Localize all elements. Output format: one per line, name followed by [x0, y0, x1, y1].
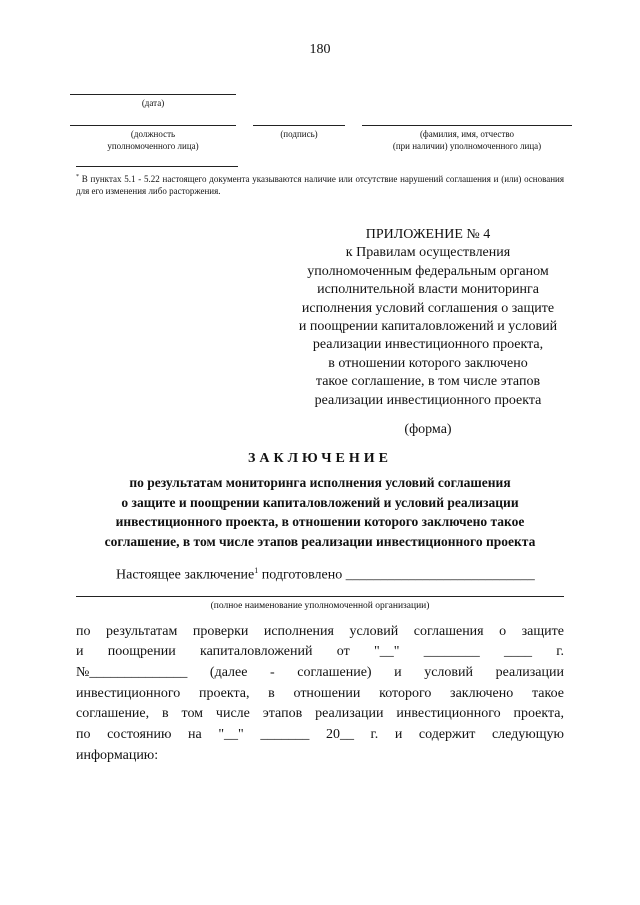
word: соглашение, [76, 706, 150, 721]
appendix-line: к Правилам осуществления [345, 245, 511, 261]
word: г. [556, 644, 564, 659]
prepared-blank: подготовлено ___________________________ [258, 567, 535, 583]
word: и [394, 665, 402, 680]
body-line-5 [76, 706, 564, 722]
word: о [499, 624, 507, 639]
word: инвестиционного [396, 706, 501, 721]
word: этапов [262, 706, 303, 721]
appendix-block [280, 226, 576, 410]
body-line-3 [76, 665, 564, 681]
word: г. [370, 727, 379, 742]
word: проверки [192, 624, 249, 639]
word: проекта, [513, 706, 564, 721]
word: в [162, 706, 169, 721]
word: реализации [495, 665, 564, 680]
word: от [336, 644, 350, 659]
word: содержит [418, 727, 476, 742]
word: №______________ [76, 665, 188, 680]
word: - [270, 665, 275, 680]
word: поощрении [107, 644, 176, 659]
organization-line [76, 596, 564, 597]
word: условий [349, 624, 399, 639]
subtitle-line: соглашение, в том числе этапов реализации инвестиционного проекта [104, 533, 536, 549]
footnote-marker: * [76, 174, 79, 180]
name-line [362, 125, 572, 126]
word: результатам [105, 624, 178, 639]
word: "__" [218, 727, 244, 742]
position-label-2: уполномоченного лица) [107, 141, 199, 151]
word: инвестиционного [76, 686, 181, 701]
footnote [76, 171, 564, 197]
footnote-separator [76, 166, 238, 167]
word: соглашения [413, 624, 484, 639]
word: условий [424, 665, 473, 680]
body-line-1 [76, 624, 564, 640]
word: "__" [374, 644, 400, 659]
date-line [70, 94, 236, 95]
prepared-text: Настоящее заключение [116, 567, 255, 583]
appendix-line: такое соглашение, в том числе этапов [315, 374, 541, 390]
body-line-7 [76, 748, 564, 764]
appendix-line: в отношении которого заключено [328, 355, 528, 371]
form-label: (форма) [404, 422, 452, 437]
word: том [181, 706, 204, 721]
prepared-line [116, 566, 535, 584]
appendix-line: ПРИЛОЖЕНИЕ № 4 [365, 227, 491, 242]
word: такое [531, 686, 564, 701]
word: состоянию [107, 727, 172, 742]
word: отношении [293, 686, 361, 701]
signature-label: (подпись) [280, 129, 318, 139]
word: и [76, 644, 84, 659]
word: по [76, 727, 91, 742]
word: капиталовложений [200, 644, 313, 659]
word: (далее [209, 665, 248, 680]
word: заключено [450, 686, 514, 701]
body-line-4 [76, 686, 564, 702]
word: в [268, 686, 275, 701]
footnote-ref: 1 [254, 566, 259, 575]
word: 20__ [325, 727, 354, 742]
word: числе [215, 706, 250, 721]
word: которого [379, 686, 432, 701]
name-label-1: (фамилия, имя, отчество [419, 129, 515, 139]
body-line-2 [76, 644, 564, 660]
word: исполнения [263, 624, 334, 639]
appendix-line: уполномоченным федеральным органом [307, 263, 549, 279]
word: по [76, 624, 91, 639]
word: проекта, [198, 686, 250, 701]
word: ________ [423, 644, 480, 659]
word: и [394, 727, 403, 742]
word: на [188, 727, 202, 742]
date-label: (дата) [141, 98, 165, 108]
word: реализации [315, 706, 384, 721]
appendix-line: реализации инвестиционного проекта [314, 392, 542, 408]
appendix-line: исполнительной власти мониторинга [317, 282, 539, 298]
document-subtitle [0, 473, 640, 551]
organization-caption: (полное наименование уполномоченной организации) [210, 601, 430, 611]
position-line [70, 125, 236, 126]
body-line-6 [76, 727, 564, 743]
appendix-line: реализации инвестиционного проекта, [312, 337, 544, 353]
word: следующую [491, 727, 564, 742]
word: _______ [260, 727, 310, 742]
document-title: ЗАКЛЮЧЕНИЕ [247, 451, 393, 466]
subtitle-line: инвестиционного проекта, в отношении которого заключено такое [115, 514, 525, 529]
signature-line [253, 125, 345, 126]
word: соглашение) [297, 665, 372, 680]
appendix-line: исполнения условий соглашения о защите [301, 300, 555, 316]
word: защите [521, 624, 564, 639]
subtitle-line: о защите и поощрении капиталовложений и условий реализации [121, 494, 519, 510]
word: ____ [504, 644, 532, 659]
appendix-line: и поощрении капиталовложений и условий [298, 319, 558, 335]
page-number: 180 [309, 42, 331, 57]
footnote-text: В пунктах 5.1 - 5.22 настоящего документа указываются наличие или отсутствие нарушений соглашения и (или) основания для его изменения либо расторжения. [76, 174, 565, 196]
position-label-1: (должность [130, 129, 176, 139]
word: информацию: [76, 748, 159, 763]
name-label-2: (при наличии) уполномоченного лица) [392, 141, 542, 151]
subtitle-line: по результатам мониторинга исполнения условий соглашения [129, 475, 511, 490]
